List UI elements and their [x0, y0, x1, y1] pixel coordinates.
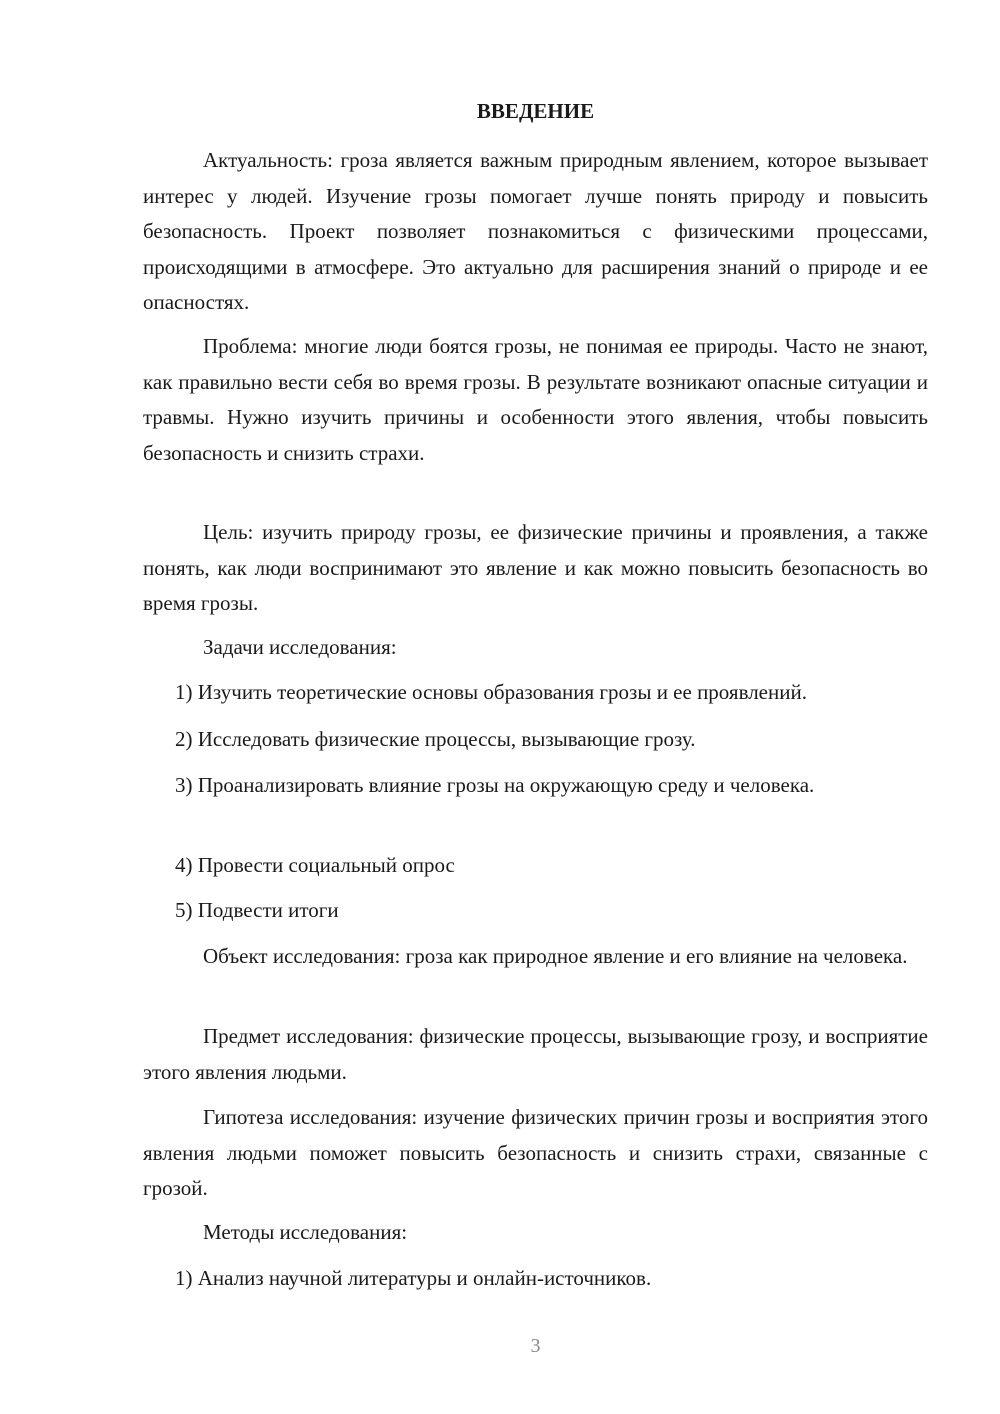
- problem-paragraph: Проблема: многие люди боятся грозы, не понимая ее природы. Часто не знают, как правильно вести себя во время грозы. В результате возникают опасные ситуации и травмы. Нужно изучить причины и особенности этого явления, чтобы повысить безопасность и снизить страхи.: [143, 334, 928, 465]
- goal-paragraph: Цель: изучить природу грозы, ее физические причины и проявления, а также понять, как люди воспринимают это явление и как можно повысить безопасность во время грозы.: [143, 520, 928, 615]
- tasks-heading: Задачи исследования:: [203, 635, 397, 659]
- subject-paragraph: Предмет исследования: физические процессы, вызывающие грозу, и восприятие этого явления людьми.: [143, 1024, 928, 1084]
- hypothesis-paragraph: Гипотеза исследования: изучение физических причин грозы и восприятия этого явления людьми поможет повысить безопасность и снизить страхи, связанные с грозой.: [143, 1105, 928, 1200]
- task-item-5: 5) Подвести итоги: [175, 898, 339, 922]
- methods-heading: Методы исследования:: [203, 1220, 408, 1244]
- document-page: [143, 0, 928, 1414]
- object-paragraph: Объект исследования: гроза как природное явление и его влияние на человека.: [203, 944, 908, 968]
- task-item-3: 3) Проанализировать влияние грозы на окружающую среду и человека.: [175, 773, 815, 797]
- task-item-2: 2) Исследовать физические процессы, вызывающие грозу.: [175, 727, 696, 751]
- method-item-1: 1) Анализ научной литературы и онлайн-источников.: [175, 1266, 652, 1290]
- page-title: ВВЕДЕНИЕ: [476, 99, 595, 123]
- relevance-paragraph: Актуальность: гроза является важным природным явлением, которое вызывает интерес у людей. Изучение грозы помогает лучше понять природу и повысить безопасность. Проект позволяет познакомиться с физическими процессами, происходящими в атмосфере. Это актуально для расширения знаний о природе и ее опасностях.: [143, 148, 928, 314]
- task-item-1: 1) Изучить теоретические основы образования грозы и ее проявлений.: [175, 680, 807, 704]
- task-item-4: 4) Провести социальный опрос: [175, 853, 455, 877]
- page-number: 3: [530, 1335, 541, 1357]
